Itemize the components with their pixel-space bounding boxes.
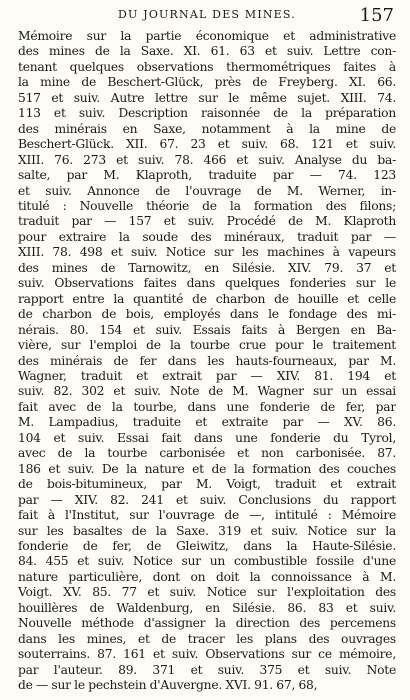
- text-line: 517 et suiv. Autre lettre sur le même sujet. XIII. 74.: [18, 90, 396, 105]
- text-line: et suiv. Annonce de l'ouvrage de M. Werner, in-: [18, 183, 396, 198]
- text-line: Beschert-Glück. XII. 67. 23 et suiv. 68. 121 et suiv.: [18, 137, 396, 152]
- page-number: 157: [359, 5, 394, 26]
- text-line: Nouvelle méthode d'assigner la direction des percemens: [18, 616, 396, 631]
- text-line: fait à l'Institut, sur l'ouvrage de —, intitulé : Mémoire: [18, 508, 396, 523]
- text-line: la mine de Beschert-Glück, près de Freyberg. XI. 66.: [18, 75, 396, 90]
- text-line: pour extraire la soude des minéraux, traduit par —: [18, 229, 396, 244]
- text-line: 104 et suiv. Essai fait dans une fonderie du Tyrol,: [18, 430, 396, 445]
- text-line: des mines de Tarnowitz, en Silésie. XIV. 79. 37 et: [18, 260, 396, 275]
- text-line: souterrains. 87. 161 et suiv. Observations sur ce mémoire,: [18, 647, 396, 662]
- text-line: nérais. 80. 154 et suiv. Essais faits à Bergen en Ba-: [18, 322, 396, 337]
- text-line: des minérais de fer dans les hauts-fourneaux, par M.: [18, 353, 396, 368]
- text-line: de — sur le pechstein d'Auvergne. XVI. 91. 67, 68,: [18, 678, 318, 693]
- text-line: XIII. 78. 498 et suiv. Notice sur les machines à vapeurs: [18, 245, 396, 260]
- text-line: Wagner, traduit et extrait par — XIV. 81. 194 et: [18, 368, 396, 383]
- text-line: Mémoire sur la partie économique et administrative: [18, 29, 396, 43]
- text-line: nature particulière, dont on doit la connoissance à M.: [18, 569, 396, 584]
- text-line: des minérais en Saxe, notamment à la mine de: [18, 121, 396, 136]
- text-line: de bois-bitumineux, par M. Voigt, traduit et extrait: [18, 477, 396, 492]
- text-line: suiv. 82. 302 et suiv. Note de M. Wagner sur un essai: [18, 384, 396, 399]
- running-head: [18, 6, 396, 28]
- text-line: suiv. Observations faites dans quelques fonderies sur le: [18, 276, 396, 291]
- text-line: 84. 455 et suiv. Notice sur un combustible fossile d'une: [18, 554, 396, 569]
- text-line: titulé : Nouvelle théorie de la formation des filons;: [18, 198, 396, 213]
- text-line: dans les mines, et de tracer les plans des ouvrages: [18, 631, 396, 646]
- text-line: rapport entre la quantité de charbon de houille et celle: [18, 291, 396, 306]
- text-line: 186 et suiv. De la nature et de la formation des couches: [18, 461, 396, 476]
- text-line: houillères de Waldenburg, en Silésie. 86. 83 et suiv.: [18, 600, 396, 615]
- text-line: par l'auteur. 89. 371 et suiv. 375 et suiv. Note: [18, 662, 396, 677]
- body-text: [18, 29, 396, 693]
- text-line: sur les basaltes de la Saxe. 319 et suiv. Notice sur la: [18, 523, 396, 538]
- text-line: traduit par — 157 et suiv. Procédé de M. Klaproth: [18, 214, 396, 229]
- text-line: 113 et suiv. Description raisonnée de la préparation: [18, 106, 396, 121]
- text-line: par — XIV. 82. 241 et suiv. Conclusions du rapport: [18, 492, 396, 507]
- text-line: M. Lampadius, traduite et extraite par — XV. 86.: [18, 415, 396, 430]
- text-line: vière, sur l'emploi de la tourbe crue pour le traitement: [18, 338, 396, 353]
- text-line: de charbon de bois, employés dans le fondage des mi-: [18, 307, 396, 322]
- text-line: fait avec de la tourbe, dans une fonderie de fer, par: [18, 399, 396, 414]
- text-line: Voigt. XV. 85. 77 et suiv. Notice sur l'exploitation des: [18, 585, 396, 600]
- running-title: DU JOURNAL DES MINES.: [118, 8, 296, 21]
- text-line: des mines de la Saxe. XI. 61. 63 et suiv. Lettre con-: [18, 44, 396, 59]
- text-line: avec de la tourbe carbonisée et non carbonisée. 87.: [18, 446, 396, 461]
- text-line: salte, par M. Klaproth, traduite par — 74. 123: [18, 168, 396, 183]
- text-line: tenant quelques observations thermométriques faites à: [18, 59, 396, 74]
- text-line: XIII. 76. 273 et suiv. 78. 466 et suiv. Analyse du ba-: [18, 152, 396, 167]
- text-line: fonderie de fer, de Gleiwitz, dans la Haute-Silésie.: [18, 538, 396, 553]
